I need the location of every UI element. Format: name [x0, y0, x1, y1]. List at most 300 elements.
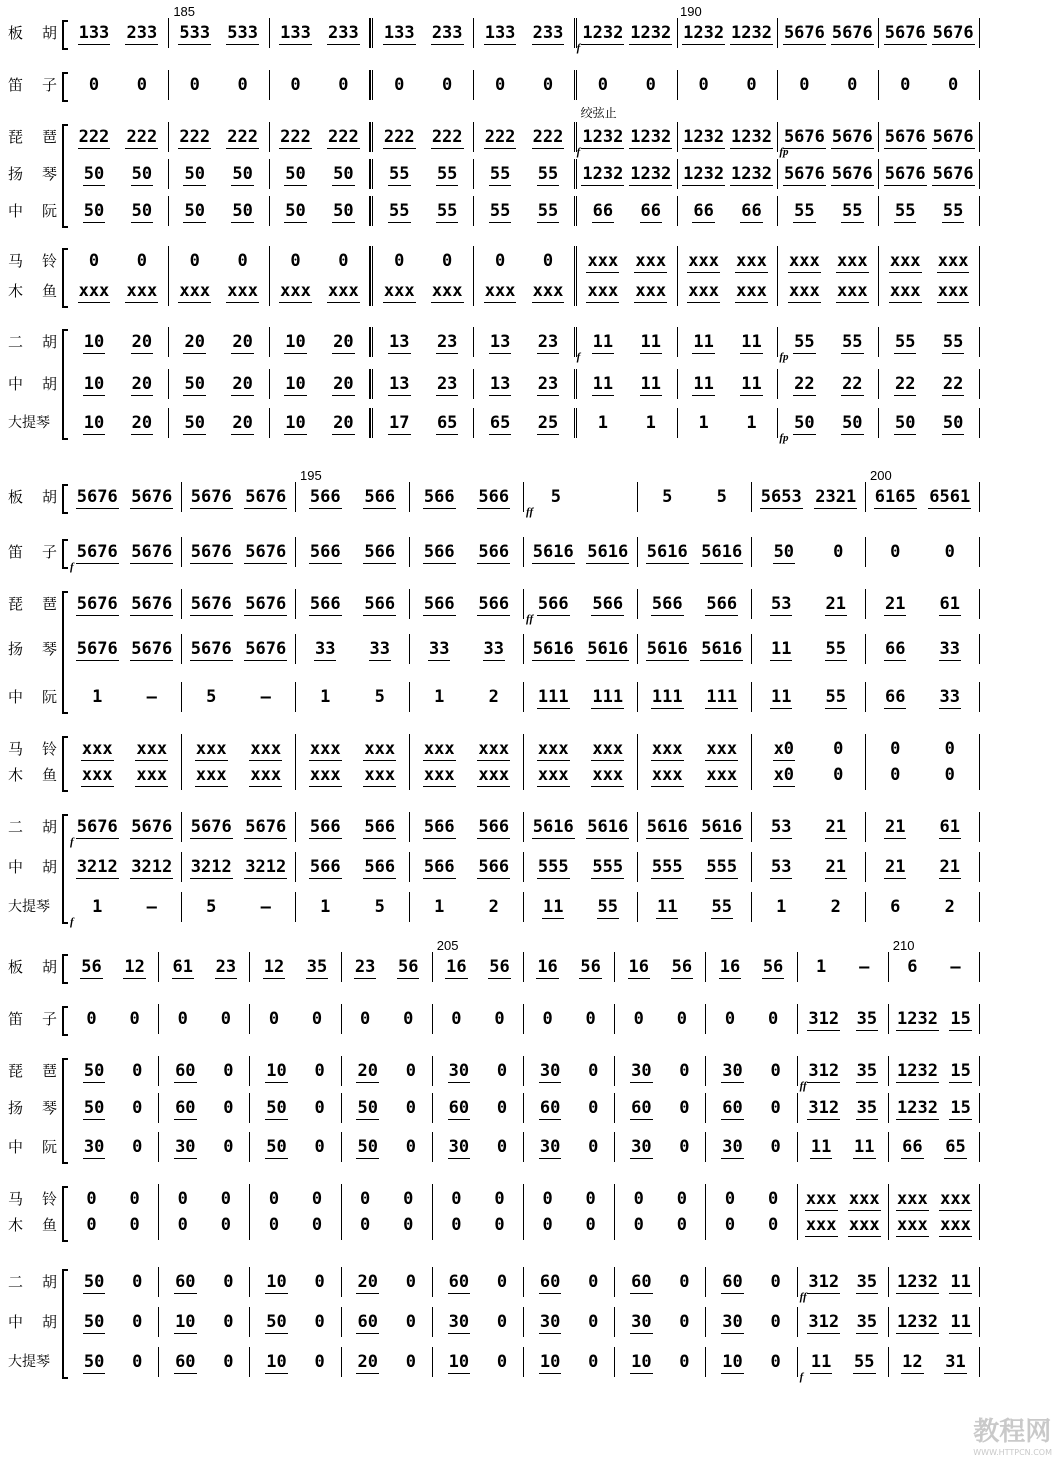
- note-group: 11: [741, 373, 762, 394]
- note-group: 3212: [190, 856, 232, 877]
- note-group: 60: [722, 1097, 743, 1118]
- note-group: 20: [333, 373, 354, 394]
- note-group: 60: [175, 1060, 196, 1081]
- measure: [68, 276, 169, 306]
- measure: [68, 159, 169, 189]
- measure: [879, 196, 980, 226]
- note-group: 0: [405, 1061, 416, 1081]
- note-group: 1: [645, 413, 656, 433]
- note-group: xxx: [937, 250, 969, 271]
- measure: [706, 1056, 797, 1086]
- measure: [159, 1347, 250, 1377]
- measure: [889, 1132, 980, 1162]
- note-group: 533: [179, 22, 211, 43]
- measure: [678, 327, 779, 357]
- note-group: 33: [939, 638, 960, 659]
- measure: [433, 1307, 524, 1337]
- note-group: 20: [232, 373, 253, 394]
- measure: [577, 408, 678, 438]
- note-group: 30: [722, 1311, 743, 1332]
- note-group: 5653: [760, 486, 802, 507]
- measure: [879, 276, 980, 306]
- measure: [889, 1307, 980, 1337]
- note-group: 5676: [831, 163, 873, 184]
- measure: [296, 812, 410, 842]
- note-group: 0: [947, 75, 959, 95]
- note-group: 0: [403, 1189, 414, 1209]
- note-group: 111: [537, 686, 569, 707]
- note-group: 11: [657, 896, 678, 917]
- note-group: 566: [478, 541, 510, 562]
- note-group: 0: [588, 1098, 599, 1118]
- note-group: xxx: [897, 1188, 928, 1209]
- note-group: 55: [842, 331, 863, 352]
- note-group: 11: [810, 1136, 832, 1157]
- measure: [524, 589, 638, 619]
- note-group: 53: [771, 593, 792, 614]
- note-group: 0: [676, 1009, 687, 1029]
- measure: [68, 1004, 159, 1034]
- note-group: 1: [434, 897, 445, 917]
- note-group: 0: [129, 1009, 140, 1029]
- measure: [778, 18, 879, 48]
- note-group: 0: [360, 1215, 371, 1235]
- note-group: 0: [314, 1061, 325, 1081]
- note-group: xxx: [688, 250, 719, 271]
- note-group: xxx: [736, 250, 767, 271]
- instrument-staff: [0, 852, 1064, 882]
- note-group: 15: [950, 1008, 971, 1029]
- note-group: 30: [448, 1136, 470, 1157]
- note-group: 566: [309, 856, 341, 877]
- note-group: 50: [83, 1060, 105, 1081]
- note-group: xxx: [484, 280, 516, 301]
- measure: [889, 1267, 980, 1297]
- note-group: 222: [431, 126, 463, 147]
- measure: [866, 760, 980, 790]
- measure: [866, 634, 980, 664]
- note-group: 5676: [131, 638, 173, 659]
- measure-number: 205: [436, 938, 459, 953]
- note-group: 0: [833, 739, 844, 759]
- note-group: 11: [771, 686, 792, 707]
- measure: [182, 852, 296, 882]
- note-group: 566: [592, 593, 624, 614]
- note-group: xxx: [789, 280, 820, 301]
- measure: [638, 760, 752, 790]
- note-group: 0: [311, 1009, 323, 1029]
- note-group: 20: [131, 331, 153, 352]
- note-group: 55: [825, 638, 846, 659]
- note-group: –: [859, 957, 870, 977]
- measure: [182, 682, 296, 712]
- note-group: 35: [856, 1311, 878, 1332]
- note-group: 22: [942, 373, 964, 394]
- note-group: 0: [223, 1061, 234, 1081]
- note-group: 0: [88, 75, 100, 95]
- measure: [524, 952, 615, 982]
- note-group: 0: [833, 765, 844, 785]
- note-group: 50: [333, 163, 354, 184]
- note-group: 0: [338, 251, 349, 271]
- measure: [182, 892, 296, 922]
- note-group: xxx: [805, 1188, 837, 1209]
- note-group: 1232: [731, 22, 772, 43]
- measure: [68, 634, 182, 664]
- note-group: 50: [333, 200, 354, 221]
- measure: [68, 1132, 159, 1162]
- measure: [342, 1132, 433, 1162]
- note-group: 66: [592, 200, 614, 221]
- measure: [433, 1004, 524, 1034]
- note-group: 55: [894, 331, 916, 352]
- note-group: 5: [374, 897, 385, 917]
- note-group: 50: [357, 1097, 378, 1118]
- dynamic-marking: f: [799, 1371, 804, 1383]
- note-group: 5676: [76, 486, 118, 507]
- measure: [370, 246, 474, 276]
- note-group: xxx: [592, 738, 624, 759]
- note-group: 16: [446, 956, 467, 977]
- note-group: 1232: [731, 126, 772, 147]
- note-group: xxx: [179, 280, 211, 301]
- note-group: 55: [842, 200, 863, 221]
- note-group: 0: [223, 1312, 234, 1332]
- measure: [68, 369, 169, 399]
- measure: [524, 892, 638, 922]
- note-group: 66: [902, 1136, 923, 1157]
- measure: [752, 682, 866, 712]
- measure: [798, 952, 889, 982]
- dynamic-marking: ff: [799, 1080, 807, 1092]
- measure: [879, 18, 980, 48]
- note-group: 55: [389, 163, 410, 184]
- note-group: 1: [434, 687, 445, 707]
- measure: [68, 196, 169, 226]
- measure: [524, 1307, 615, 1337]
- note-group: 111: [651, 686, 683, 707]
- note-group: 1232: [683, 126, 725, 147]
- note-group: 13: [489, 331, 511, 352]
- measure: [433, 1132, 524, 1162]
- dynamic-marking: f: [576, 146, 581, 158]
- measure: [250, 1210, 341, 1240]
- note-group: 33: [369, 638, 390, 659]
- measure: [296, 589, 410, 619]
- note-group: 33: [483, 638, 504, 659]
- note-group: 5676: [783, 22, 825, 43]
- note-group: 55: [597, 896, 618, 917]
- note-group: 222: [484, 126, 516, 147]
- measure: [577, 276, 678, 306]
- measure: [68, 682, 182, 712]
- note-group: 0: [645, 75, 656, 95]
- instrument-label: 板 胡: [8, 24, 60, 42]
- note-group: –: [950, 957, 961, 977]
- note-group: xxx: [195, 764, 227, 785]
- note-group: 0: [290, 75, 301, 95]
- note-group: 566: [423, 593, 455, 614]
- measure-number: 210: [892, 938, 915, 953]
- note-group: xxx: [706, 764, 738, 785]
- note-group: 61: [172, 956, 193, 977]
- measure: [250, 1004, 341, 1034]
- measure: [169, 159, 270, 189]
- note-group: 555: [651, 856, 683, 877]
- measure: [270, 159, 371, 189]
- note-group: 11: [543, 896, 564, 917]
- note-group: 0: [132, 1098, 143, 1118]
- note-group: 5676: [783, 126, 825, 147]
- note-group: 60: [631, 1097, 652, 1118]
- note-group: 533: [227, 22, 258, 43]
- note-group: 5616: [646, 638, 688, 659]
- watermark-logo: [973, 1411, 1052, 1457]
- note-group: 555: [706, 856, 738, 877]
- note-group: 5676: [131, 816, 173, 837]
- measure: [182, 812, 296, 842]
- instrument-label: 笛 子: [8, 76, 60, 94]
- measure: [638, 892, 752, 922]
- instrument-label: 笛 子: [8, 543, 60, 561]
- note-group: 0: [542, 1009, 553, 1029]
- instrument-staff: [0, 812, 1064, 842]
- instrument-staff: [0, 70, 1064, 100]
- measure: [524, 1056, 615, 1086]
- note-group: xxx: [81, 764, 113, 785]
- note-group: 222: [328, 126, 359, 147]
- measure: [250, 1267, 341, 1297]
- note-group: 55: [942, 200, 964, 221]
- note-group: xxx: [250, 764, 282, 785]
- instrument-label: 大提琴: [8, 1354, 50, 1370]
- note-group: 133: [383, 22, 415, 43]
- note-group: 23: [537, 373, 559, 394]
- note-group: 0: [394, 251, 405, 271]
- note-group: 0: [944, 765, 955, 785]
- note-group: 222: [383, 126, 415, 147]
- note-group: 1: [320, 687, 331, 707]
- note-group: 0: [799, 75, 810, 95]
- note-group: 0: [746, 75, 757, 95]
- instrument-staff: [0, 246, 1064, 276]
- note-group: xxx: [423, 764, 455, 785]
- note-group: 0: [268, 1189, 280, 1209]
- measure: [879, 159, 980, 189]
- measure: [879, 327, 980, 357]
- note-group: 133: [484, 22, 516, 43]
- note-group: 0: [542, 75, 554, 95]
- note-group: 55: [537, 200, 559, 221]
- measure: [410, 892, 524, 922]
- note-group: 0: [494, 75, 506, 95]
- note-group: 0: [132, 1137, 143, 1157]
- note-group: 5676: [245, 541, 287, 562]
- note-group: 1: [746, 413, 757, 433]
- dynamic-marking: f: [70, 561, 74, 573]
- measure: [169, 276, 270, 306]
- note-group: 56: [489, 956, 510, 977]
- note-group: 60: [448, 1271, 470, 1292]
- note-group: 1232: [683, 163, 725, 184]
- note-group: 5676: [190, 816, 232, 837]
- note-group: 566: [423, 486, 455, 507]
- note-group: 2: [944, 897, 955, 917]
- note-group: 233: [532, 22, 564, 43]
- measure: [524, 537, 638, 567]
- note-group: 20: [357, 1351, 378, 1372]
- measure: [778, 159, 879, 189]
- instrument-staff: [0, 196, 1064, 226]
- measure: [866, 892, 980, 922]
- measure: [706, 1132, 797, 1162]
- note-group: 50: [266, 1311, 287, 1332]
- note-group: 0: [496, 1352, 508, 1372]
- note-group: 6165: [874, 486, 916, 507]
- note-group: 20: [357, 1060, 378, 1081]
- note-group: 566: [478, 816, 510, 837]
- performance-annotation: 绞弦止: [580, 106, 617, 120]
- score-system: [0, 938, 1064, 1392]
- note-group: 0: [724, 1009, 736, 1029]
- note-group: 2: [830, 897, 841, 917]
- note-group: 0: [136, 251, 147, 271]
- note-group: 6561: [929, 486, 971, 507]
- note-group: 111: [592, 686, 624, 707]
- note-group: 0: [405, 1098, 416, 1118]
- note-group: 0: [890, 765, 901, 785]
- note-group: 65: [436, 412, 458, 433]
- watermark-text: 教程网: [973, 1417, 1052, 1447]
- measure: [778, 276, 879, 306]
- measure: [474, 246, 577, 276]
- instrument-label: 大提琴: [8, 415, 50, 431]
- note-group: 5676: [76, 593, 118, 614]
- note-group: 0: [833, 542, 844, 562]
- instrument-staff: [0, 1347, 1064, 1377]
- instrument-label: 二 胡: [8, 818, 60, 836]
- measure: [752, 852, 866, 882]
- score-system: [0, 468, 1064, 922]
- measure: [169, 369, 270, 399]
- note-group: 66: [885, 686, 906, 707]
- note-group: 1: [597, 413, 608, 433]
- note-group: 312: [808, 1008, 840, 1029]
- instrument-staff: [0, 1210, 1064, 1240]
- note-group: 0: [679, 1312, 690, 1332]
- note-group: 0: [633, 1009, 644, 1029]
- measure: [524, 760, 638, 790]
- note-group: 5: [716, 487, 727, 507]
- instrument-staff: [0, 1132, 1064, 1162]
- measure: [706, 1267, 797, 1297]
- note-group: 20: [333, 412, 354, 433]
- note-group: xxx: [423, 738, 455, 759]
- note-group: 23: [354, 956, 376, 977]
- measure: [182, 634, 296, 664]
- note-group: 30: [539, 1136, 561, 1157]
- dynamic-marking: ff: [526, 613, 534, 625]
- note-group: 0: [403, 1009, 414, 1029]
- measure: [474, 18, 577, 48]
- measure-number: 200: [870, 468, 892, 483]
- measure: [524, 812, 638, 842]
- note-group: 2: [488, 687, 499, 707]
- measure: [577, 196, 678, 226]
- note-group: xxx: [836, 250, 868, 271]
- note-group: 0: [338, 75, 349, 95]
- measure: [433, 1267, 524, 1297]
- measure: [342, 1307, 433, 1337]
- measure: [615, 1093, 706, 1123]
- measure: [296, 682, 410, 712]
- dynamic-marking: f: [576, 351, 581, 363]
- measure: [68, 1210, 159, 1240]
- measure: [159, 1307, 250, 1337]
- note-group: xxx: [688, 280, 719, 301]
- note-group: 5616: [701, 541, 743, 562]
- note-group: 33: [429, 638, 450, 659]
- measure: [433, 1210, 524, 1240]
- measure: [342, 1210, 433, 1240]
- note-group: 30: [83, 1136, 105, 1157]
- note-group: 5676: [131, 486, 173, 507]
- note-group: xxx: [532, 280, 564, 301]
- measure: [678, 159, 779, 189]
- note-group: 566: [364, 856, 396, 877]
- instrument-label: 木 鱼: [8, 766, 60, 784]
- note-group: 0: [633, 1189, 644, 1209]
- note-group: xxx: [136, 764, 168, 785]
- note-group: 233: [126, 22, 158, 43]
- measure: [270, 276, 371, 306]
- note-group: 5676: [932, 163, 974, 184]
- measure: [68, 1267, 159, 1297]
- instrument-label: 扬 琴: [8, 1099, 60, 1117]
- note-group: 3212: [245, 856, 287, 877]
- measure: [638, 589, 752, 619]
- measure: [296, 537, 410, 567]
- note-group: 566: [478, 593, 510, 614]
- note-group: 50: [184, 200, 205, 221]
- note-group: 0: [770, 1272, 781, 1292]
- note-group: 0: [496, 1137, 508, 1157]
- note-group: xxx: [587, 280, 619, 301]
- instrument-staff: [0, 760, 1064, 790]
- note-group: 30: [722, 1136, 743, 1157]
- measure: [866, 589, 980, 619]
- note-group: xxx: [848, 1214, 880, 1235]
- note-group: 3212: [131, 856, 173, 877]
- note-group: 30: [539, 1311, 561, 1332]
- measure: [706, 1347, 797, 1377]
- note-group: 20: [333, 331, 354, 352]
- note-group: 5676: [131, 541, 173, 562]
- measure: [524, 1267, 615, 1297]
- note-group: 0: [314, 1098, 325, 1118]
- measure: [524, 1004, 615, 1034]
- instrument-label: 琵 琶: [8, 128, 60, 146]
- note-group: 566: [309, 816, 341, 837]
- note-group: 66: [885, 638, 906, 659]
- measure: [410, 589, 524, 619]
- note-group: 0: [220, 1009, 231, 1029]
- note-group: 0: [177, 1189, 188, 1209]
- note-group: 1232: [582, 163, 624, 184]
- note-group: 5676: [190, 638, 232, 659]
- measure: [778, 70, 879, 100]
- instrument-label: 琵 琶: [8, 1062, 60, 1080]
